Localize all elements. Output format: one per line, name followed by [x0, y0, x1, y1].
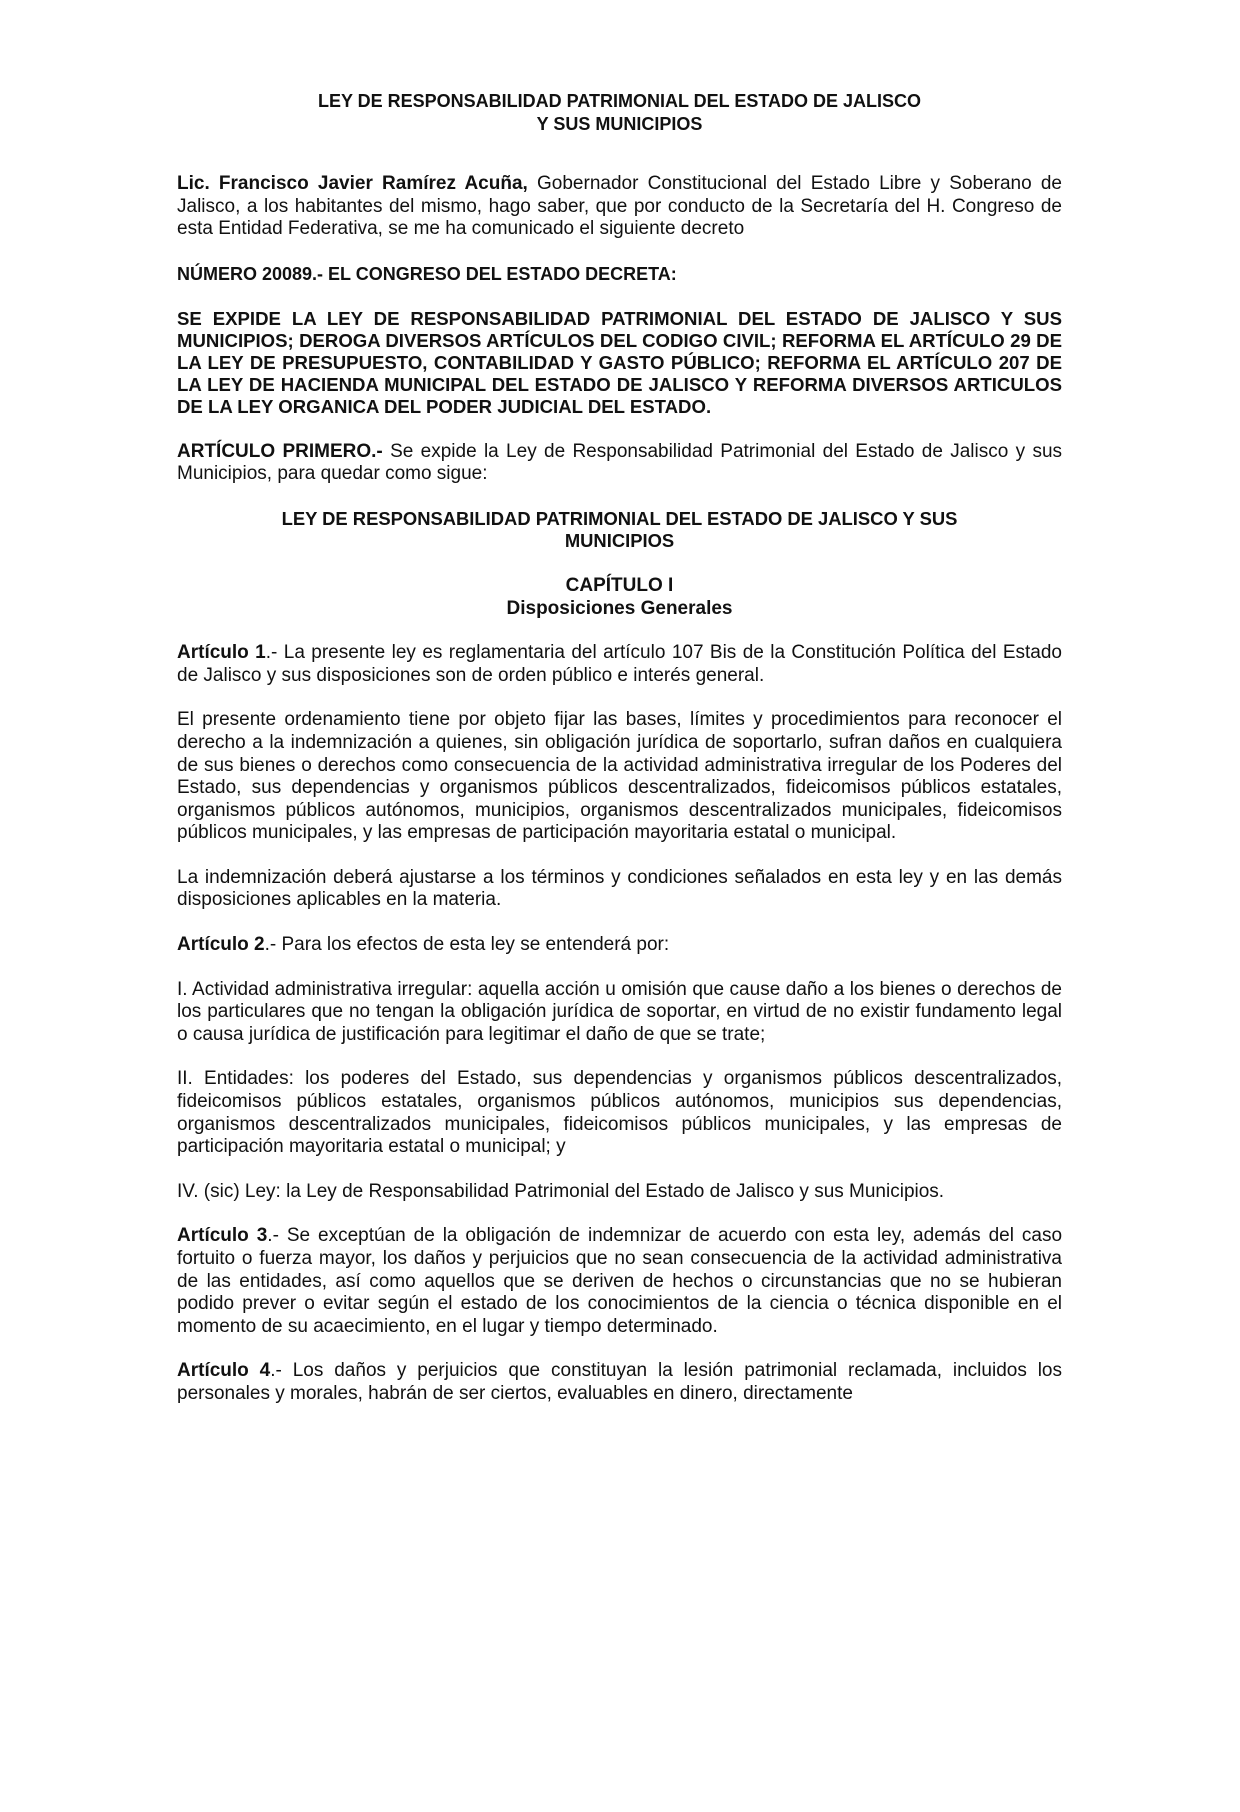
chapter-name: Disposiciones Generales: [506, 597, 733, 619]
article-4-text: .- Los daños y perjuicios que constituyan la lesión patrimonial reclamada, incluidos los personales y morales, habrán de ser ciertos, evaluables en dinero, directamente: [177, 1360, 1062, 1404]
article-1-paragraph-3: La indemnización deberá ajustarse a los términos y condiciones señalados en esta ley y en las demás disposiciones aplicables en la materia.: [177, 866, 1062, 911]
article-3: [177, 1225, 1062, 1338]
intro-text: Gobernador Constitucional del Estado Libre y Soberano de Jalisco, a los habitantes del mismo, hago saber, que por conducto de la Secretaría del H. Congreso de esta Entidad Federativa, se me ha comunicado el siguiente decreto: [177, 173, 1062, 240]
decree-number: NÚMERO 20089.- EL CONGRESO DEL ESTADO DECRETA:: [177, 263, 677, 284]
article-2-fraction-ii: II. Entidades: los poderes del Estado, sus dependencias y organismos públicos descentralizados, fideicomisos públicos estatales, organismos públicos autónomos, municipios sus dependencias, organismos descentralizados municipales, fideicomisos públicos municipales, y las empresas de participación mayoritaria estatal o municipal; y: [177, 1068, 1062, 1158]
document-title-line-1: LEY DE RESPONSABILIDAD PATRIMONIAL DEL ESTADO DE JALISCO: [317, 91, 922, 111]
document-title: [177, 90, 1062, 135]
article-1-paragraph-2: El presente ordenamiento tiene por objeto fijar las bases, límites y procedimientos para reconocer el derecho a la indemnización a quienes, sin obligación jurídica de soportarlo, sufran daños en cualquiera de sus bienes o derechos como consecuencia de la actividad administrativa irregular de los Poderes del Estado, sus dependencias y organismos públicos descentralizados, fideicomisos públicos estatales, organismos públicos autónomos, municipios, organismos descentralizados municipales, fideicomisos públicos municipales, y las empresas de participación mayoritaria estatal o municipal.: [177, 709, 1062, 844]
document-title-line-2: Y SUS MUNICIPIOS: [536, 113, 703, 134]
article-4-label: Artículo 4: [177, 1360, 271, 1382]
article-1-label: Artículo 1: [177, 642, 266, 664]
article-3-text: .- Se exceptúan de la obligación de indemnizar de acuerdo con esta ley, además del caso fortuito o fuerza mayor, los daños y perjuicios que no sean consecuencia de la actividad administrativa de las entidades, así como aquellos que se deriven de hechos o circunstancias que no se hubieran podido prever o evitar según el estado de los conocimientos de la ciencia o técnica disponible en el momento de su acaecimiento, en el lugar y tiempo determinado.: [177, 1225, 1063, 1337]
article-2-text: .- Para los efectos de esta ley se entenderá por:: [264, 934, 670, 956]
article-2: [177, 934, 1062, 957]
chapter-label: CAPÍTULO I: [565, 574, 674, 596]
article-primero: [177, 441, 1062, 486]
governor-name: Lic. Francisco Javier Ramírez Acuña,: [177, 173, 528, 195]
intro-paragraph: [177, 173, 1062, 241]
chapter-heading: [177, 575, 1062, 620]
law-title: [177, 508, 1062, 553]
decree-title: SE EXPIDE LA LEY DE RESPONSABILIDAD PATRIMONIAL DEL ESTADO DE JALISCO Y SUS MUNICIPIOS; DEROGA DIVERSOS ARTÍCULOS DEL CODIGO CIVIL; REFORMA EL ARTÍCULO 29 DE LA LEY DE PRESUPUESTO, CONTABILIDAD Y GASTO PÚBLICO; REFORMA EL ARTÍCULO 207 DE LA LEY DE HACIENDA MUNICIPAL DEL ESTADO DE JALISCO Y REFORMA DIVERSOS ARTICULOS DE LA LEY ORGANICA DEL PODER JUDICIAL DEL ESTADO.: [177, 307, 1062, 418]
document-page: [177, 90, 1062, 1428]
article-2-fraction-i: I. Actividad administrativa irregular: aquella acción u omisión que cause daño a los bienes o derechos de los particulares que no tengan la obligación jurídica de soportar, en virtud de no existir fundamento legal o causa jurídica de justificación para legitimar el daño de que se trate;: [177, 978, 1062, 1045]
article-2-fraction-iv: IV. (sic) Ley: la Ley de Responsabilidad Patrimonial del Estado de Jalisco y sus Municipios.: [177, 1180, 945, 1202]
article-2-label: Artículo 2: [177, 934, 265, 956]
article-primero-text: Se expide la Ley de Responsabilidad Patrimonial del Estado de Jalisco y sus Municipios, para quedar como sigue:: [177, 440, 1063, 485]
article-primero-label: ARTÍCULO PRIMERO.-: [177, 440, 383, 462]
law-title-line-2: MUNICIPIOS: [564, 530, 675, 552]
article-3-label: Artículo 3: [177, 1225, 268, 1247]
article-1: [177, 642, 1062, 687]
law-title-line-1: LEY DE RESPONSABILIDAD PATRIMONIAL DEL ESTADO DE JALISCO Y SUS: [281, 507, 958, 529]
article-1-text: .- La presente ley es reglamentaria del artículo 107 Bis de la Constitución Política del Estado de Jalisco y sus disposiciones son de orden público e interés general.: [177, 642, 1063, 686]
article-4: [177, 1360, 1062, 1405]
